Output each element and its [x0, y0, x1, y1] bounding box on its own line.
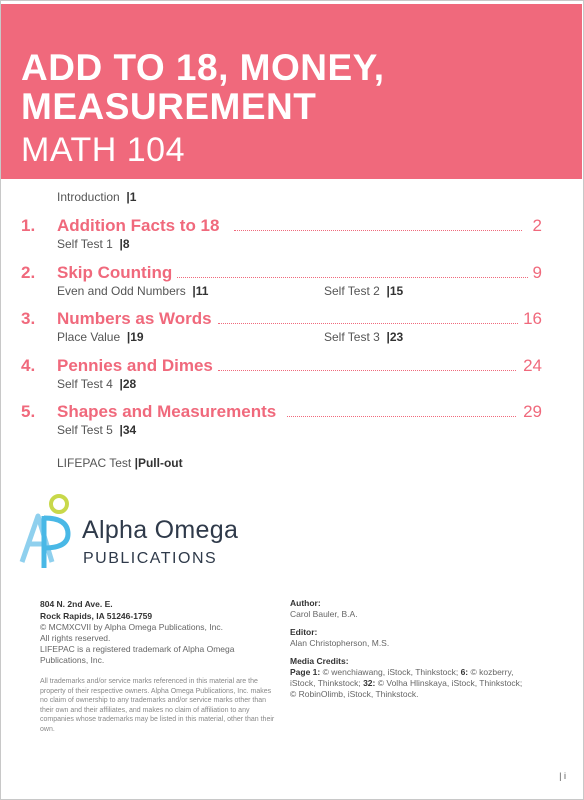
alpha-omega-logo-icon: [18, 492, 76, 572]
page-number: | i: [559, 771, 566, 781]
toc-lifepac-test[interactable]: LIFEPAC Test |Pull-out: [57, 456, 183, 470]
unit-number: 2.: [21, 263, 36, 282]
unit-title: Numbers as Words: [57, 309, 212, 328]
unit-number: 5.: [21, 402, 36, 421]
toc-subitem[interactable]: Self Test 3 |23: [324, 330, 404, 344]
publisher-tagline: PUBLICATIONS: [83, 550, 218, 567]
unit-title: Shapes and Measurements: [57, 402, 277, 421]
publisher-address: 804 N. 2nd Ave. E. Rock Rapids, IA 51246-1759: [40, 599, 153, 621]
publisher-name: Alpha Omega: [82, 516, 239, 544]
toc-introduction[interactable]: [57, 190, 136, 204]
unit-title: Addition Facts to 18: [57, 216, 220, 235]
unit-page: 29: [523, 402, 542, 421]
unit-number: 3.: [21, 309, 36, 328]
unit-number: 4.: [21, 356, 36, 375]
toc-subitem[interactable]: Self Test 5 |34: [57, 423, 137, 437]
toc-subitem[interactable]: Place Value |19: [57, 330, 144, 344]
editor-name: Alan Christopherson, M.S.: [290, 638, 390, 648]
toc-introduction-label: Introduction: [57, 190, 120, 204]
trademark-disclaimer: All trademarks and/or service marks referenced in this material are the property of their respective owners. Alpha Omega Publications, Inc. makes no claim of ownership to any trademarks and/or service marks other than their own and their affiliates, and makes no claim of affiliation to any companies whose trademarks may be listed in this material, other than their own.: [40, 678, 275, 733]
title-line-1: ADD TO 18, MONEY,: [21, 47, 385, 88]
unit-title: Skip Counting: [57, 263, 173, 282]
dot-leader: [218, 323, 518, 324]
course-code: MATH 104: [21, 131, 185, 169]
toc-introduction-page: |1: [123, 190, 137, 204]
unit-page: 16: [523, 309, 542, 328]
author-name: Carol Bauler, B.A.: [290, 609, 358, 619]
unit-title: Pennies and Dimes: [57, 356, 213, 375]
media-credits-label: Media Credits:: [290, 656, 349, 666]
dot-leader: [218, 370, 516, 371]
copyright-notice: © MCMXCVII by Alpha Omega Publications, Inc. All rights reserved. LIFEPAC is a registered trademark of Alpha Omega Publications, Inc.: [40, 622, 235, 665]
editor-label: Editor:: [290, 627, 318, 637]
unit-page: 24: [523, 356, 542, 375]
toc-subitem[interactable]: Self Test 1 |8: [57, 237, 130, 251]
unit-page: 9: [532, 263, 542, 282]
title-line-2: MEASUREMENT: [21, 86, 317, 127]
dot-leader: [287, 416, 516, 417]
toc-subitem[interactable]: Self Test 2 |15: [324, 284, 404, 298]
dot-leader: [234, 230, 522, 231]
author-label: Author:: [290, 598, 321, 608]
toc-subitem[interactable]: Self Test 4 |28: [57, 377, 137, 391]
credits-block: [290, 598, 530, 700]
unit-number: 1.: [21, 216, 36, 235]
toc-subitem[interactable]: Even and Odd Numbers |11: [57, 284, 209, 298]
media-credits-text: Page 1: © wenchiawang, iStock, Thinkstock; 6: © kozberry, iStock, Thinkstock; 32: © Volha Hlinskaya, iStock, Thinkstock; © RobinOlimb, iStock, Thinkstock.: [290, 667, 523, 699]
dot-leader: [177, 277, 528, 278]
unit-page: 2: [532, 216, 542, 235]
